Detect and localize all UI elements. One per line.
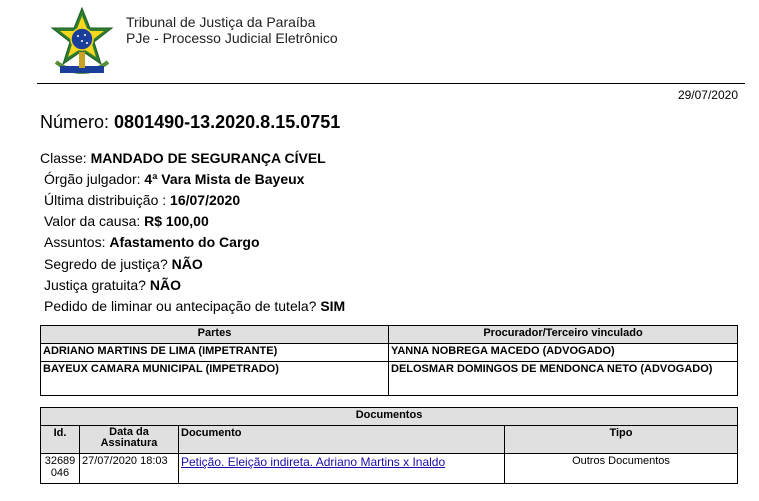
col-header-id: Id. [41, 426, 80, 454]
field-label: Assuntos: [44, 234, 106, 250]
documents-table [40, 407, 738, 484]
party-name: BAYEUX CAMARA MUNICIPAL (IMPETRADO) [41, 362, 389, 396]
field-value: MANDADO DE SEGURANÇA CÍVEL [90, 150, 326, 166]
col-header-document: Documento [179, 426, 505, 454]
party-name: ADRIANO MARTINS DE LIMA (IMPETRANTE) [41, 344, 389, 362]
field-value: Afastamento do Cargo [109, 234, 260, 250]
field-label: Pedido de liminar ou antecipação de tutela? [44, 298, 317, 314]
document-id: 32689 046 [41, 454, 80, 484]
brazil-coat-of-arms-icon [46, 6, 118, 82]
table-row [41, 344, 738, 362]
field-label: Justiça gratuita? [44, 277, 146, 293]
parties-header: Partes [41, 326, 389, 344]
parties-table [40, 325, 738, 396]
field-valor-causa [44, 213, 209, 229]
col-header-date: Data da Assinatura [80, 426, 179, 454]
field-classe [40, 150, 326, 166]
field-label: Classe: [40, 150, 87, 166]
document-date-signed: 27/07/2020 18:03 [80, 454, 179, 484]
field-label: Última distribuição : [44, 192, 167, 208]
field-value: 4ª Vara Mista de Bayeux [144, 171, 305, 187]
field-pedido-liminar [44, 298, 345, 314]
attorney-name: DELOSMAR DOMINGOS DE MENDONCA NETO (ADVOGADO) [389, 362, 738, 396]
field-value: NÃO [171, 256, 203, 272]
table-row [41, 362, 738, 396]
attorney-header: Procurador/Terceiro vinculado [389, 326, 738, 344]
process-number-label: Número: [40, 112, 110, 132]
field-label: Segredo de justiça? [44, 256, 168, 272]
field-label: Órgão julgador: [44, 171, 141, 187]
field-value: R$ 100,00 [144, 213, 209, 229]
document-type: Outros Documentos [505, 454, 738, 484]
process-number [40, 112, 340, 133]
field-label: Valor da causa: [44, 213, 141, 229]
document-date: 29/07/2020 [677, 88, 738, 102]
document-link[interactable]: Petição. Eleição indireta. Adriano Martins x Inaldo [181, 455, 446, 469]
field-justica-gratuita [44, 277, 181, 293]
field-ultima-distribuicao [44, 192, 240, 208]
attorney-name: YANNA NOBREGA MACEDO (ADVOGADO) [389, 344, 738, 362]
process-number-value: 0801490-13.2020.8.15.0751 [114, 112, 341, 132]
system-name: PJe - Processo Judicial Eletrônico [126, 30, 338, 46]
court-name: Tribunal de Justiça da Paraíba [126, 14, 316, 30]
field-segredo-justica [44, 256, 203, 272]
field-value: NÃO [149, 277, 181, 293]
table-row [41, 454, 738, 484]
field-value: 16/07/2020 [170, 192, 241, 208]
col-header-type: Tipo [505, 426, 738, 454]
document-cell [179, 454, 505, 484]
documents-title: Documentos [41, 408, 738, 426]
field-value: SIM [320, 298, 346, 314]
field-orgao-julgador [44, 171, 304, 187]
field-assuntos [44, 234, 260, 250]
header-divider [37, 83, 745, 84]
